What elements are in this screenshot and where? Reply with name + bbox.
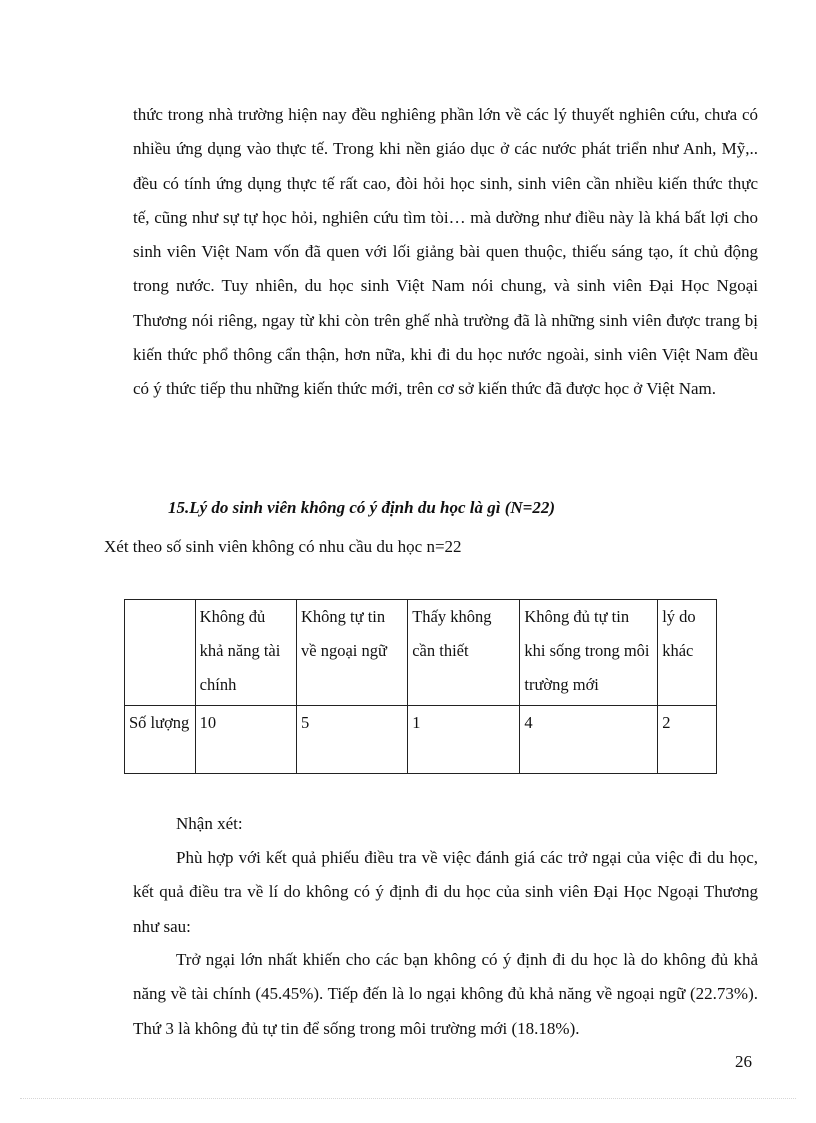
page-number: 26 bbox=[735, 1052, 752, 1071]
table-header-cell: Không tự tin về ngoại ngữ bbox=[297, 600, 408, 706]
reasons-table bbox=[124, 599, 717, 774]
table-cell: 1 bbox=[408, 706, 520, 774]
table-cell: 2 bbox=[658, 706, 717, 774]
table-header-cell: Thấy không cần thiết bbox=[408, 600, 520, 706]
table-row-label: Số lượng bbox=[125, 706, 196, 774]
table-header-row bbox=[125, 600, 717, 706]
table-cell: 4 bbox=[520, 706, 658, 774]
table-header-cell: Không đủ khả năng tài chính bbox=[195, 600, 296, 706]
table-cell: 5 bbox=[297, 706, 408, 774]
table-header-cell bbox=[125, 600, 196, 706]
remark-paragraph-1: Phù hợp với kết quả phiếu điều tra về việc đánh giá các trở ngại của việc đi du học, kết quả điều tra về lí do không có ý định đi du học của sinh viên Đại Học Ngoại Thương như sau: bbox=[133, 848, 758, 936]
remark-paragraph-2: Trở ngại lớn nhất khiến cho các bạn không có ý định đi du học là do không đủ khả năng về tài chính (45.45%). Tiếp đến là lo ngại không đủ khả năng về ngoại ngữ (22.73%). Thứ 3 là không đủ tự tin để sống trong môi trường mới (18.18%). bbox=[133, 950, 758, 1038]
footer-divider bbox=[20, 1098, 796, 1099]
table-row bbox=[125, 706, 717, 774]
sample-note: Xét theo số sinh viên không có nhu cầu du học n=22 bbox=[104, 537, 462, 556]
table-cell: 10 bbox=[195, 706, 296, 774]
remark-label: Nhận xét: bbox=[176, 814, 243, 833]
table-header-cell: Không đủ tự tin khi sống trong môi trường mới bbox=[520, 600, 658, 706]
section-heading: 15.Lý do sinh viên không có ý định du học là gì (N=22) bbox=[168, 498, 556, 517]
intro-paragraph: thức trong nhà trường hiện nay đều nghiêng phần lớn về các lý thuyết nghiên cứu, chưa có nhiều ứng dụng vào thực tế. Trong khi nền giáo dục ở các nước phát triển như Anh, Mỹ,.. đều có tính ứng dụng thực tế rất cao, đòi hỏi học sinh, sinh viên cần nhiều kiến thức thực tế, cũng như sự tự học hỏi, nghiên cứu tìm tòi… mà dường như điều này là khá bất lợi cho sinh viên Việt Nam vốn đã quen với lối giảng bài quen thuộc, thiếu sáng tạo, ít chủ động trong nước. Tuy nhiên, du học sinh Việt Nam nói chung, và sinh viên Đại Học Ngoại Thương nói riêng, ngay từ khi còn trên ghế nhà trường đã là những sinh viên được trang bị kiến thức phổ thông cẩn thận, hơn nữa, khi đi du học nước ngoài, sinh viên Việt Nam đều có ý thức tiếp thu những kiến thức mới, trên cơ sở kiến thức đã được học ở Việt Nam. bbox=[133, 105, 758, 399]
table-header-cell: lý do khác bbox=[658, 600, 717, 706]
